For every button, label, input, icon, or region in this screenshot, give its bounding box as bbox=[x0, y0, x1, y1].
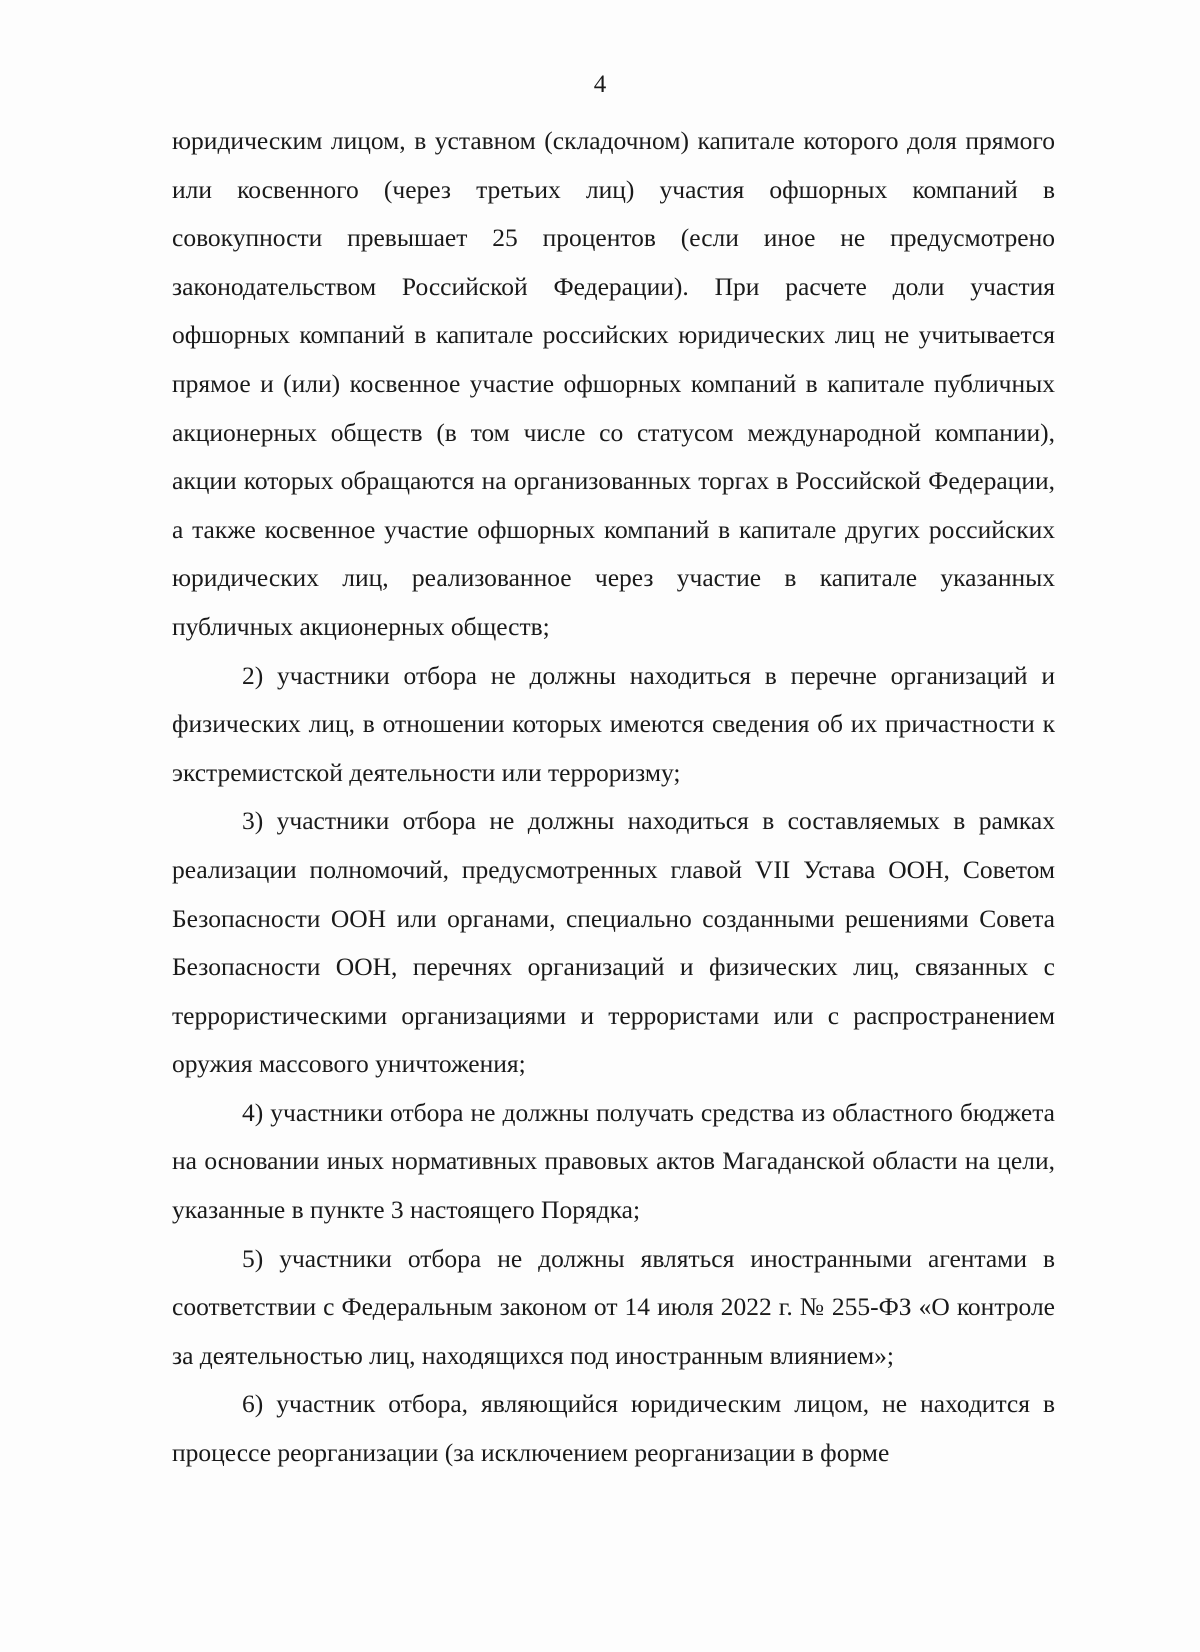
page-number: 4 bbox=[593, 71, 607, 98]
paragraph-item-2: 2) участники отбора не должны находиться в перечне организаций и физических лиц, в отношении которых имеются сведения об их причастности к экстремистской деятельности или терроризму; bbox=[172, 660, 1055, 787]
document-body bbox=[172, 117, 1055, 1478]
paragraph-item-5: 5) участники отбора не должны являться иностранными агентами в соответствии с Федеральным законом от 14 июля 2022 г. № 255-ФЗ «О контроле за деятельностью лиц, находящихся под иностранным влиянием»; bbox=[172, 1243, 1055, 1370]
paragraph-item-3: 3) участники отбора не должны находиться в составляемых в рамках реализации полномочий, предусмотренных главой VII Устава ООН, Советом Безопасности ООН или органами, специально созданными решениями Совета Безопасности ООН, перечнях организаций и физических лиц, связанных с террористическими организациями и террористами или с распространением оружия массового уничтожения; bbox=[172, 806, 1055, 1079]
paragraph-continuation: юридическим лицом, в уставном (складочном) капитале которого доля прямого или косвенного (через третьих лиц) участия офшорных компаний в совокупности превышает 25 процентов (если иное не предусмотрено законодательством Российской Федерации). При расчете доли участия офшорных компаний в капитале российских юридических лиц не учитывается прямое и (или) косвенное участие офшорных компаний в капитале публичных акционерных обществ (в том числе со статусом международной компании), акции которых обращаются на организованных торгах в Российской Федерации, а также косвенное участие офшорных компаний в капитале других российских юридических лиц, реализованное через участие в капитале указанных публичных акционерных обществ; bbox=[172, 126, 1055, 641]
paragraph-item-4: 4) участники отбора не должны получать средства из областного бюджета на основании иных нормативных правовых актов Магаданской области на цели, указанные в пункте 3 настоящего Порядка; bbox=[172, 1097, 1055, 1225]
paragraph-item-6: 6) участник отбора, являющийся юридическим лицом, не находится в процессе реорганизации (за исключением реорганизации в форме bbox=[172, 1389, 1055, 1468]
